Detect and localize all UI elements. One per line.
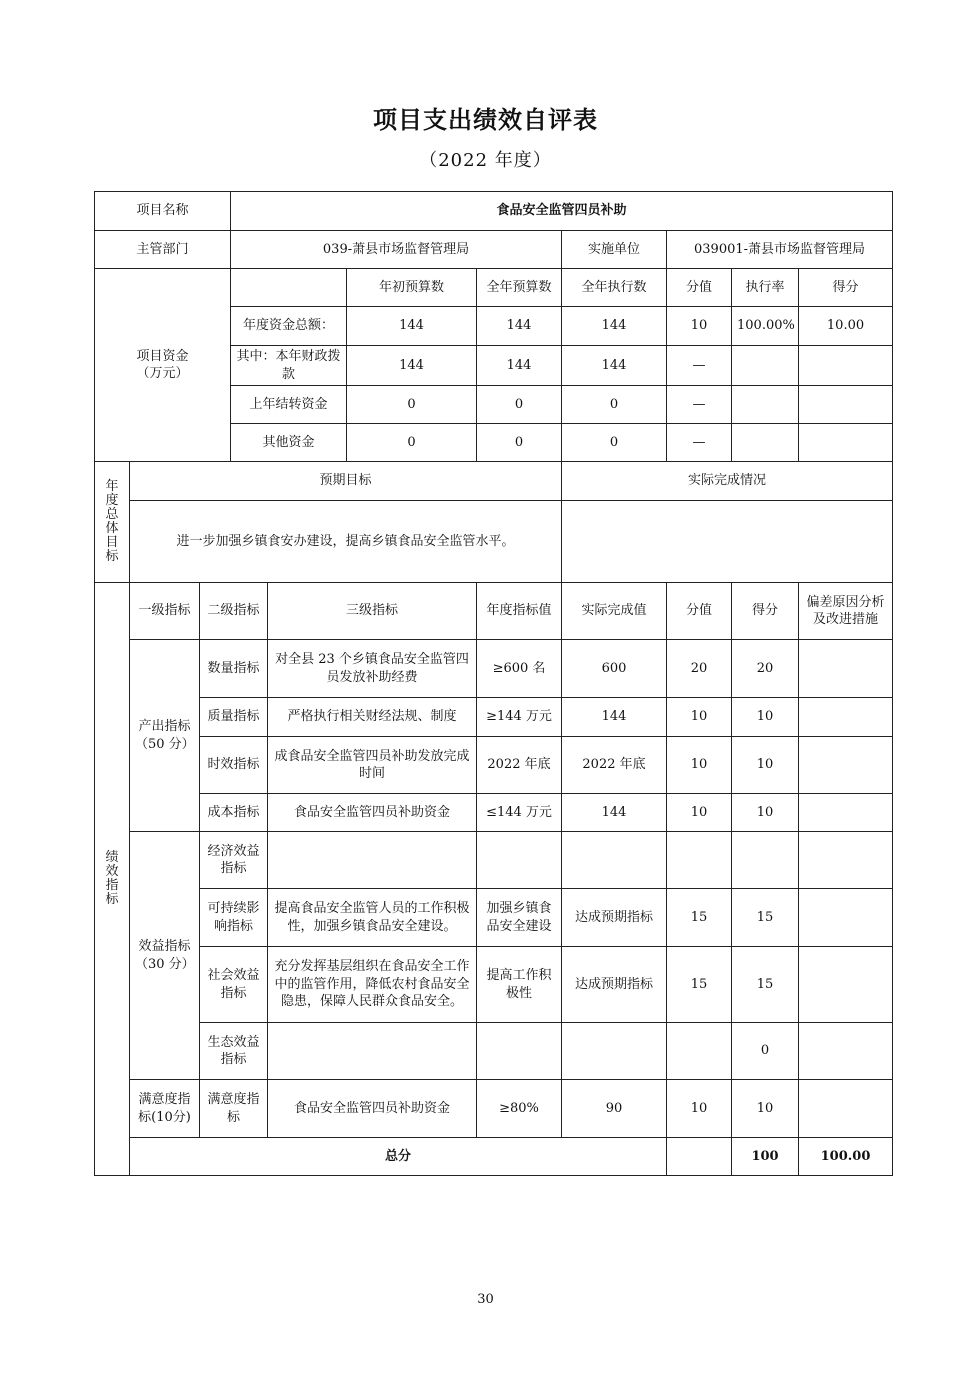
score-cell: 10 xyxy=(732,698,799,737)
unit-value: 039001-萧县市场监督管理局 xyxy=(667,231,893,269)
evaluation-table xyxy=(94,191,893,1176)
level2-cell: 生态效益指标 xyxy=(200,1023,268,1080)
level2-cell: 数量指标 xyxy=(200,640,268,698)
level2-cell: 成本指标 xyxy=(200,794,268,832)
benefit-indicator-label xyxy=(130,832,200,1080)
target-cell xyxy=(477,1023,562,1080)
target-cell: 提高工作积极性 xyxy=(477,947,562,1023)
level2-cell: 经济效益指标 xyxy=(200,832,268,889)
indicator-row xyxy=(95,1080,893,1138)
header-actual: 实际完成值 xyxy=(562,583,667,640)
funds-score-value: — xyxy=(667,386,732,424)
deviation-cell xyxy=(799,832,893,889)
actual-cell xyxy=(562,1023,667,1080)
score-cell: 10 xyxy=(732,794,799,832)
expected-goal-header: 预期目标 xyxy=(130,462,562,501)
output-indicator-label xyxy=(130,640,200,832)
level3-cell: 食品安全监管四员补助资金 xyxy=(268,794,477,832)
project-name-row xyxy=(95,192,893,231)
level3-cell: 提高食品安全监管人员的工作积极性，加强乡镇食品安全建设。 xyxy=(268,889,477,947)
goals-label xyxy=(95,462,130,583)
total-label: 总分 xyxy=(130,1138,667,1176)
level2-cell: 时效指标 xyxy=(200,737,268,794)
indicator-row xyxy=(95,832,893,889)
dept-label: 主管部门 xyxy=(95,231,231,269)
level2-cell: 质量指标 xyxy=(200,698,268,737)
department-row xyxy=(95,231,893,269)
actual-cell xyxy=(562,832,667,889)
level2-cell: 社会效益指标 xyxy=(200,947,268,1023)
output-label-line2: （50 分） xyxy=(135,736,195,752)
indicator-row xyxy=(95,1023,893,1080)
level3-cell xyxy=(268,1023,477,1080)
indicator-row xyxy=(95,640,893,698)
unit-label: 实施单位 xyxy=(562,231,667,269)
funds-rate xyxy=(732,346,799,386)
funds-annual: 144 xyxy=(477,307,562,346)
score-cell: 10 xyxy=(732,737,799,794)
col-annual-executed: 全年执行数 xyxy=(562,269,667,307)
funds-initial: 0 xyxy=(347,424,477,462)
indicator-row xyxy=(95,698,893,737)
funds-rate xyxy=(732,424,799,462)
funds-rate: 100.00% xyxy=(732,307,799,346)
funds-score-value: — xyxy=(667,346,732,386)
col-execution-rate: 执行率 xyxy=(732,269,799,307)
project-name-value: 食品安全监管四员补助 xyxy=(231,192,893,231)
indicator-row xyxy=(95,889,893,947)
funds-row-label: 其他资金 xyxy=(231,424,347,462)
actual-goal-header: 实际完成情况 xyxy=(562,462,893,501)
deviation-cell xyxy=(799,947,893,1023)
deviation-cell xyxy=(799,640,893,698)
funds-executed: 144 xyxy=(562,346,667,386)
funds-initial: 144 xyxy=(347,307,477,346)
actual-cell: 达成预期指标 xyxy=(562,889,667,947)
funds-initial: 144 xyxy=(347,346,477,386)
funds-score xyxy=(799,424,893,462)
expected-goal-text: 进一步加强乡镇食安办建设，提高乡镇食品安全监管水平。 xyxy=(130,501,562,583)
funds-row-label: 年度资金总额： xyxy=(231,307,347,346)
header-score-value: 分值 xyxy=(667,583,732,640)
score-value-cell xyxy=(667,832,732,889)
level3-cell xyxy=(268,832,477,889)
header-deviation: 偏差原因分析及改进措施 xyxy=(799,583,893,640)
total-score-value: 100 xyxy=(732,1138,799,1176)
col-score: 得分 xyxy=(799,269,893,307)
indicators-label xyxy=(95,583,130,1176)
actual-cell: 2022 年底 xyxy=(562,737,667,794)
indicators-label-text: 绩效指标 xyxy=(105,850,119,908)
header-level3: 三级指标 xyxy=(268,583,477,640)
actual-cell: 90 xyxy=(562,1080,667,1138)
indicators-header-row xyxy=(95,583,893,640)
score-cell: 0 xyxy=(732,1023,799,1080)
target-cell: ≤144 万元 xyxy=(477,794,562,832)
output-label-line1: 产出指标 xyxy=(138,719,191,735)
funds-label xyxy=(95,269,231,462)
target-cell: ≥600 名 xyxy=(477,640,562,698)
funds-executed: 144 xyxy=(562,307,667,346)
target-cell: ≥144 万元 xyxy=(477,698,562,737)
score-cell: 20 xyxy=(732,640,799,698)
indicator-row xyxy=(95,947,893,1023)
goals-header-row xyxy=(95,462,893,501)
indicator-row xyxy=(95,794,893,832)
satisfaction-indicator-label: 满意度指标(10分) xyxy=(130,1080,200,1138)
level3-cell: 对全县 23 个乡镇食品安全监管四员发放补助经费 xyxy=(268,640,477,698)
goals-content-row xyxy=(95,501,893,583)
benefit-label-line1: 效益指标 xyxy=(138,939,191,955)
funds-header-blank xyxy=(231,269,347,307)
score-value-cell: 20 xyxy=(667,640,732,698)
level3-cell: 食品安全监管四员补助资金 xyxy=(268,1080,477,1138)
target-cell: 加强乡镇食品安全建设 xyxy=(477,889,562,947)
project-name-label: 项目名称 xyxy=(95,192,231,231)
level3-cell: 严格执行相关财经法规、制度 xyxy=(268,698,477,737)
goals-label-text: 年度总体目标 xyxy=(105,479,119,565)
funds-executed: 0 xyxy=(562,424,667,462)
page-title: 项目支出绩效自评表 xyxy=(373,105,598,134)
actual-goal-text xyxy=(562,501,893,583)
col-annual-budget: 全年预算数 xyxy=(477,269,562,307)
deviation-cell xyxy=(799,737,893,794)
score-value-cell: 10 xyxy=(667,794,732,832)
level2-cell: 满意度指标 xyxy=(200,1080,268,1138)
funds-row-label: 上年结转资金 xyxy=(231,386,347,424)
funds-row-label: 其中：本年财政拨款 xyxy=(231,346,347,386)
deviation-cell xyxy=(799,794,893,832)
score-cell xyxy=(732,832,799,889)
score-cell: 10 xyxy=(732,1080,799,1138)
score-value-cell: 10 xyxy=(667,698,732,737)
target-cell xyxy=(477,832,562,889)
level3-cell: 充分发挥基层组织在食品安全工作中的监管作用，降低农村食品安全隐患，保障人民群众食品安全。 xyxy=(268,947,477,1023)
actual-cell: 144 xyxy=(562,794,667,832)
target-cell: 2022 年底 xyxy=(477,737,562,794)
funds-label-line2: （万元） xyxy=(136,366,189,382)
funds-rate xyxy=(732,386,799,424)
funds-header-row xyxy=(95,269,893,307)
total-row xyxy=(95,1138,893,1176)
level2-cell: 可持续影响指标 xyxy=(200,889,268,947)
funds-score-value: 10 xyxy=(667,307,732,346)
deviation-cell xyxy=(799,1023,893,1080)
score-value-cell: 10 xyxy=(667,1080,732,1138)
col-score-value: 分值 xyxy=(667,269,732,307)
benefit-label-line2: （30 分） xyxy=(135,956,195,972)
funds-annual: 0 xyxy=(477,424,562,462)
target-cell: ≥80% xyxy=(477,1080,562,1138)
dept-value: 039-萧县市场监督管理局 xyxy=(231,231,562,269)
total-score: 100.00 xyxy=(799,1138,893,1176)
header-level1: 一级指标 xyxy=(130,583,200,640)
level3-cell: 成食品安全监管四员补助发放完成时间 xyxy=(268,737,477,794)
funds-annual: 0 xyxy=(477,386,562,424)
total-actual xyxy=(667,1138,732,1176)
funds-score: 10.00 xyxy=(799,307,893,346)
funds-score-value: — xyxy=(667,424,732,462)
actual-cell: 144 xyxy=(562,698,667,737)
score-value-cell xyxy=(667,1023,732,1080)
funds-executed: 0 xyxy=(562,386,667,424)
funds-label-line1: 项目资金 xyxy=(136,348,189,364)
deviation-cell xyxy=(799,889,893,947)
score-value-cell: 15 xyxy=(667,889,732,947)
score-value-cell: 10 xyxy=(667,737,732,794)
funds-score xyxy=(799,386,893,424)
score-cell: 15 xyxy=(732,947,799,1023)
header-score: 得分 xyxy=(732,583,799,640)
actual-cell: 达成预期指标 xyxy=(562,947,667,1023)
score-cell: 15 xyxy=(732,889,799,947)
header-target: 年度指标值 xyxy=(477,583,562,640)
funds-initial: 0 xyxy=(347,386,477,424)
funds-annual: 144 xyxy=(477,346,562,386)
indicator-row xyxy=(95,737,893,794)
col-initial-budget: 年初预算数 xyxy=(347,269,477,307)
actual-cell: 600 xyxy=(562,640,667,698)
page-number: 30 xyxy=(477,1292,494,1307)
deviation-cell xyxy=(799,1080,893,1138)
page-subtitle: （2022 年度） xyxy=(419,150,552,171)
deviation-cell xyxy=(799,698,893,737)
score-value-cell: 15 xyxy=(667,947,732,1023)
funds-score xyxy=(799,346,893,386)
header-level2: 二级指标 xyxy=(200,583,268,640)
